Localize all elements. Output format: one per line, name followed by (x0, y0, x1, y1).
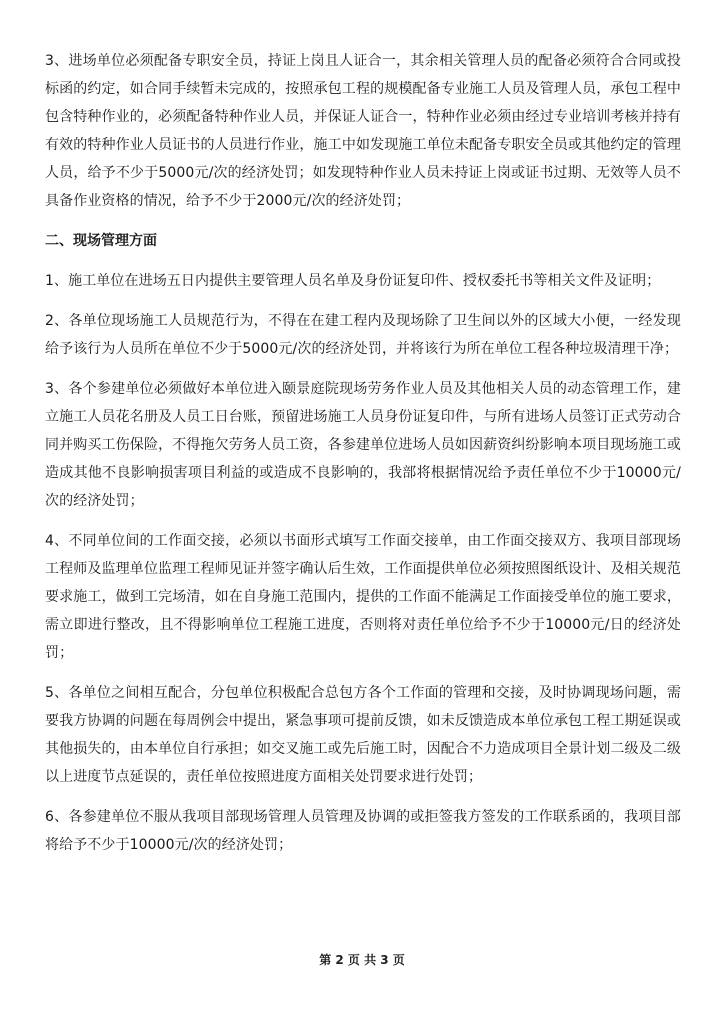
paragraph-section-item-3: 3、各个参建单位必须做好本单位进入颐景庭院现场劳务作业人员及其他相关人员的动态管理工作，建立施工人员花名册及人员工日台账，预留进场施工人员身份证复印件，与所有进场人员签订正式劳动合同并购买工伤保险，不得拖欠劳务人员工资，各参建单位进场人员如因薪资纠纷影响本项目现场施工或造成其他不良影响损害项目利益的或造成不良影响的，我部将根据情况给予责任单位不少于10000元/次的经济处罚； (45, 381, 681, 509)
paragraph-section-item-2: 2、各单位现场施工人员规范行为，不得在在建工程内及现场除了卫生间以外的区域大小便，一经发现给予该行为人员所在单位不少于5000元/次的经济处罚，并将该行为所在单位工程各种垃圾清理干净； (45, 313, 681, 357)
paragraph-item-3: 3、进场单位必须配备专职安全员，持证上岗且人证合一，其余相关管理人员的配备必须符合合同或投标函的约定，如合同手续暂未完成的，按照承包工程的规模配备专业施工人员及管理人员，承包工程中包含特种作业的，必须配备特种作业人员，并保证人证合一，特种作业必须由经过专业培训考核并持有有效的特种作业人员证书的人员进行作业，施工中如发现施工单位未配备专职安全员或其他约定的管理人员，给予不少于5000元/次的经济处罚；如发现特种作业人员未持证上岗或证书过期、无效等人员不具备作业资格的情况，给予不少于2000元/次的经济处罚； (45, 53, 681, 209)
page-number-footer: 第 2 页 共 3 页 (319, 953, 405, 967)
paragraph-section-item-4: 4、不同单位间的工作面交接，必须以书面形式填写工作面交接单，由工作面交接双方、我项目部现场工程师及监理单位监理工程师见证并签字确认后生效，工作面提供单位必须按照图纸设计、及相关规范要求施工，做到工完场清，如在自身施工范围内，提供的工作面不能满足工作面接受单位的施工要求，需立即进行整改，且不得影响单位工程施工进度，否则将对责任单位给予不少于10000元/日的经济处罚； (45, 533, 681, 661)
paragraph-section-item-1: 1、施工单位在进场五日内提供主要管理人员名单及身份证复印件、授权委托书等相关文件及证明； (45, 273, 661, 289)
section-heading: 二、现场管理方面 (45, 233, 157, 249)
paragraph-section-item-6: 6、各参建单位不服从我项目部现场管理人员管理及协调的或拒签我方签发的工作联系函的，我项目部将给予不少于10000元/次的经济处罚； (45, 809, 681, 853)
paragraph-section-item-5: 5、各单位之间相互配合，分包单位积极配合总包方各个工作面的管理和交接，及时协调现场问题，需要我方协调的问题在每周例会中提出，紧急事项可提前反馈，如未反馈造成本单位承包工程工期延误或其他损失的，由本单位自行承担；如交叉施工或先后施工时，因配合不力造成项目全景计划二级及二级以上进度节点延误的，责任单位按照进度方面相关处罚要求进行处罚； (45, 685, 681, 785)
document-page (45, 47, 681, 871)
